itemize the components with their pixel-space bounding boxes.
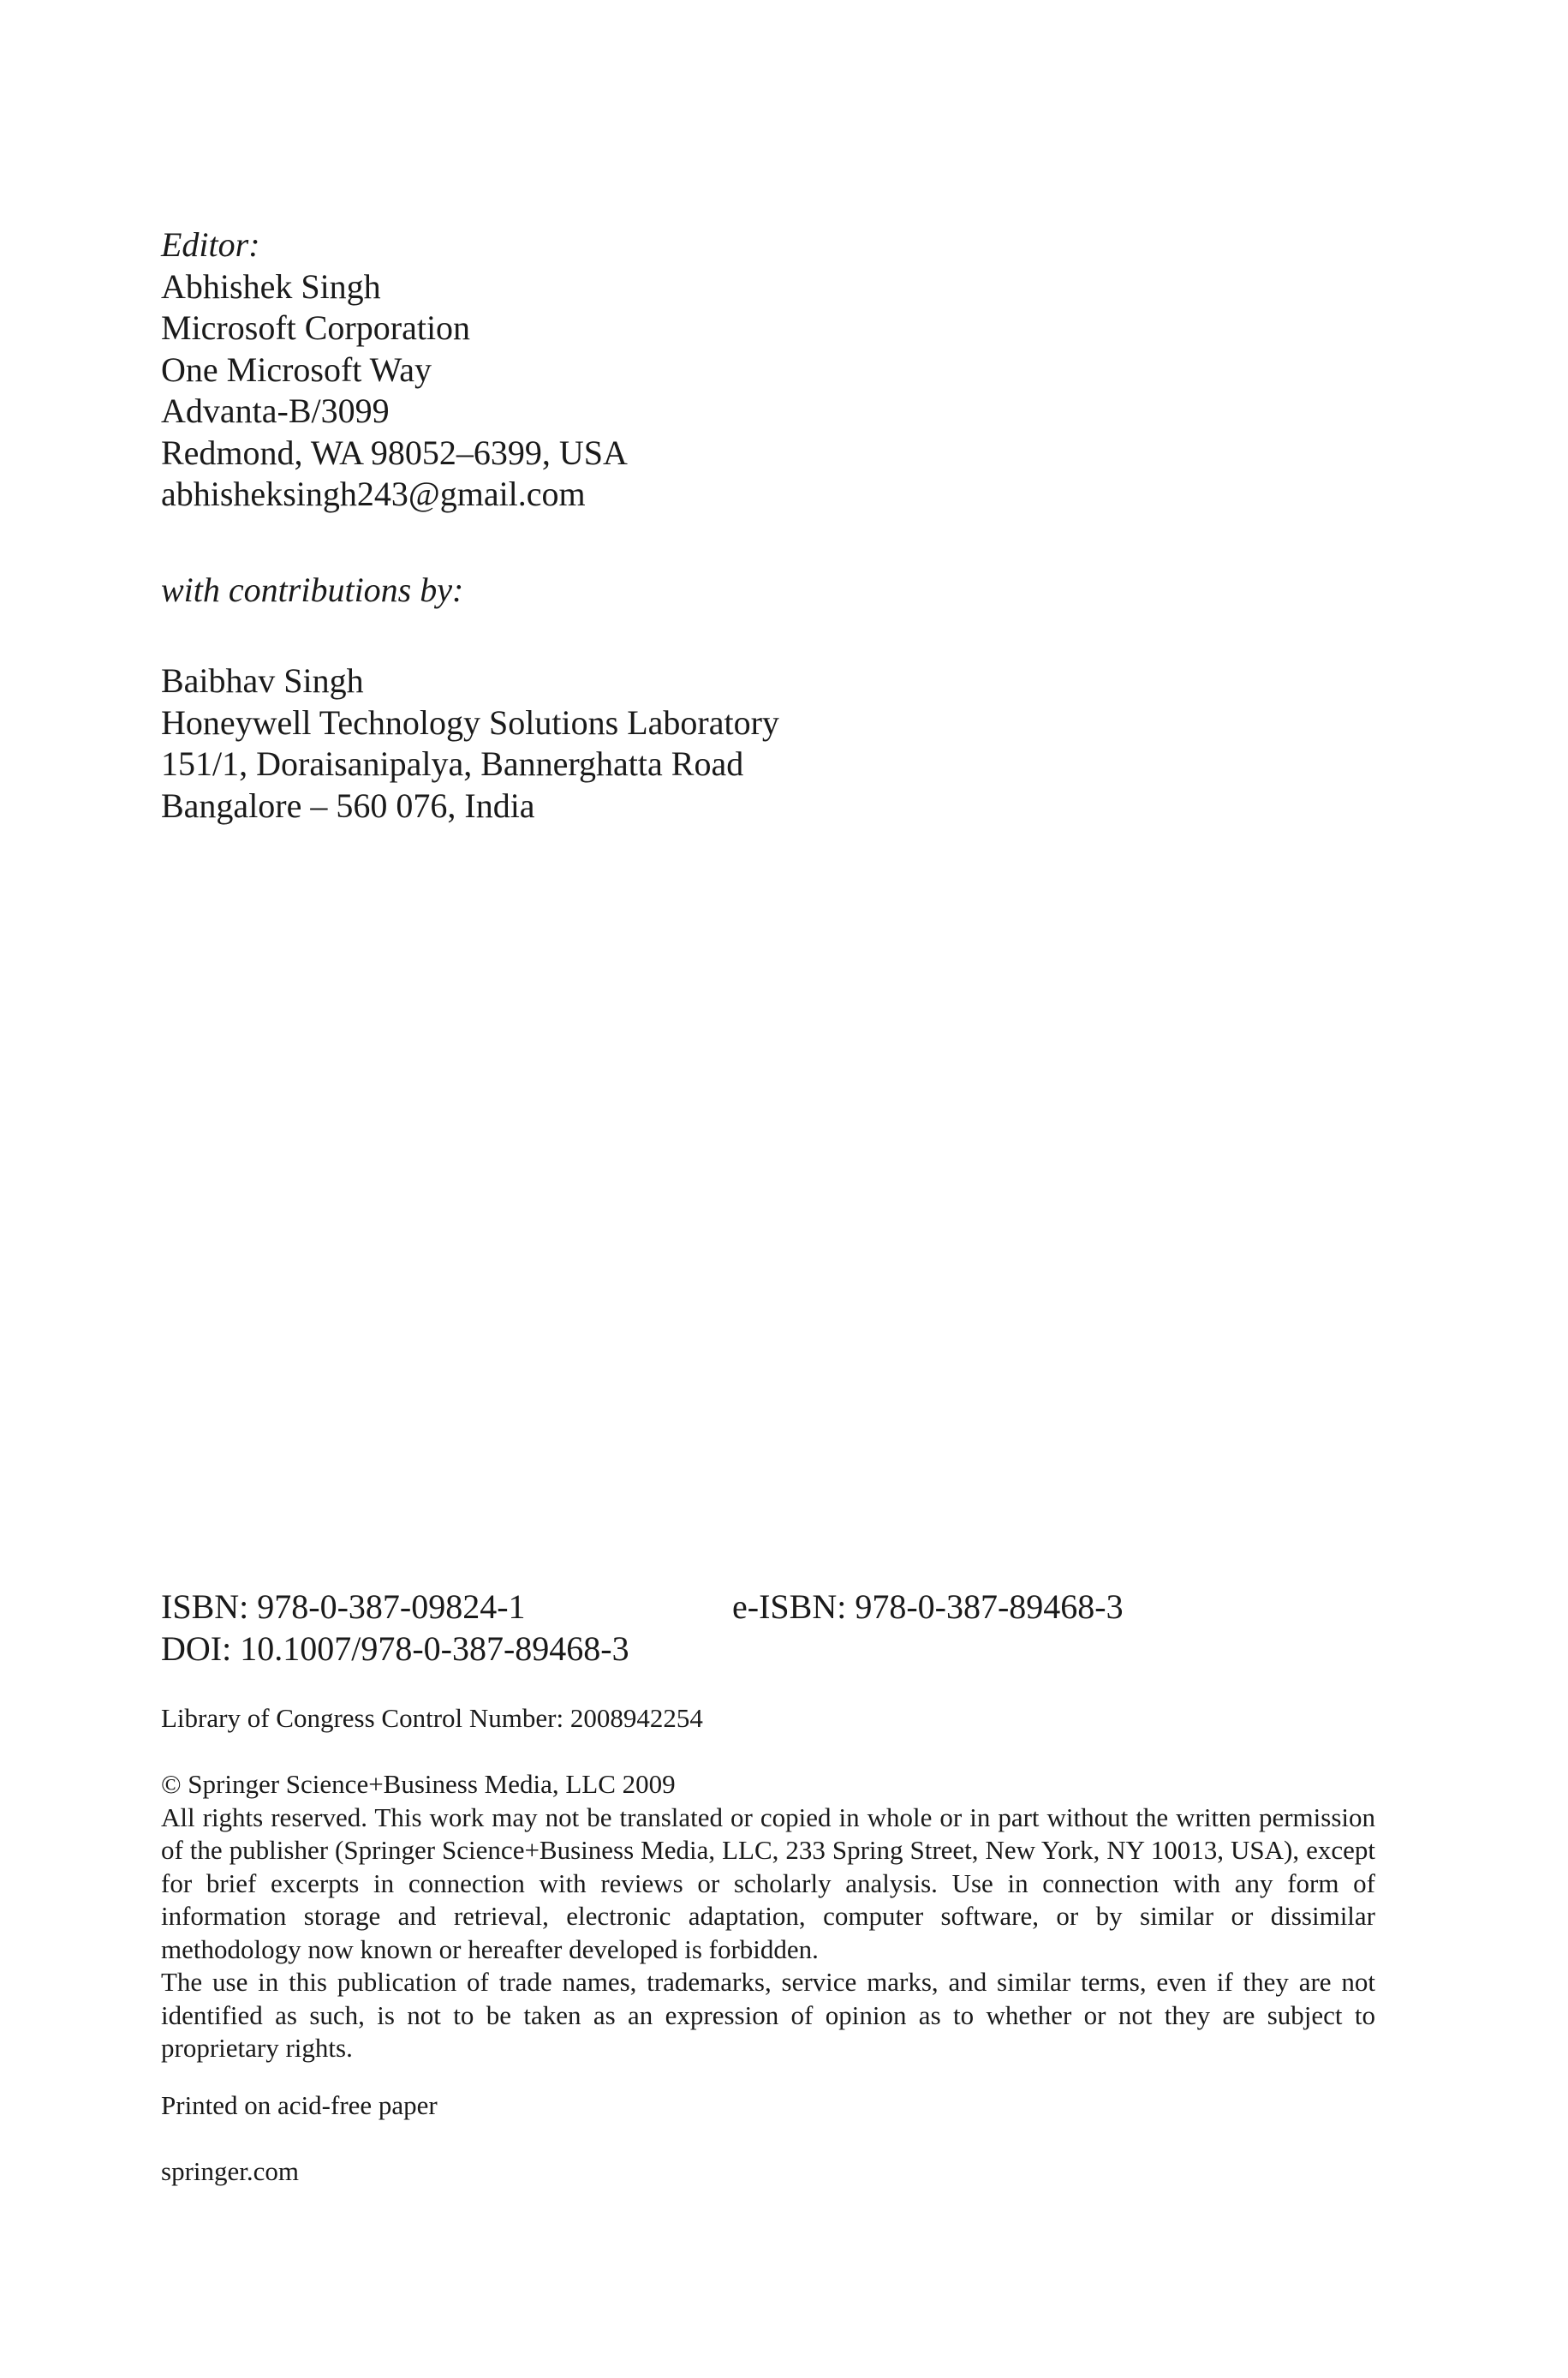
library-of-congress-number: Library of Congress Control Number: 2008942254: [161, 1703, 703, 1733]
copyright-block: [161, 1768, 1375, 2065]
editor-email: abhisheksingh243@gmail.com: [161, 475, 586, 513]
contributor-name: Baibhav Singh: [161, 661, 364, 700]
contributions-heading: with contributions by:: [161, 571, 464, 609]
website-line: [161, 2155, 299, 2189]
isbn: ISBN: 978-0-387-09824-1: [161, 1587, 526, 1626]
contributions-heading-block: [161, 570, 463, 612]
printed-on-line: [161, 2089, 438, 2123]
editor-address-line3: Redmond, WA 98052–6399, USA: [161, 433, 628, 472]
editor-address-line2: Advanta-B/3099: [161, 391, 390, 430]
identifiers-block: [161, 1586, 1386, 1670]
eisbn: e-ISBN: 978-0-387-89468-3: [732, 1587, 1124, 1626]
editor-block: [161, 224, 628, 516]
editor-heading: Editor:: [161, 225, 260, 264]
editor-address-line1: One Microsoft Way: [161, 350, 432, 389]
contributor-address-line1: 151/1, Doraisanipalya, Bannerghatta Road: [161, 744, 744, 783]
copyright-notice: © Springer Science+Business Media, LLC 2009: [161, 1769, 676, 1799]
contributor-organization: Honeywell Technology Solutions Laboratory: [161, 702, 779, 742]
trademark-paragraph: The use in this publication of trade names, trademarks, service marks, and similar terms, even if they are not identified as such, is not to be taken as an expression of opinion as to whether or not they are subject to proprietary rights.: [161, 1967, 1375, 2063]
website-text: springer.com: [161, 2156, 299, 2186]
editor-name: Abhishek Singh: [161, 266, 381, 306]
rights-paragraph: All rights reserved. This work may not be translated or copied in whole or in part without the written permission of the publisher (Springer Science+Business Media, LLC, 233 Spring Street, New York, NY 10013, USA), except for brief excerpts in connection with reviews or scholarly analysis. Use in connection with any form of information storage and retrieval, electronic adaptation, computer software, or by similar or dissimilar methodology now known or hereafter developed is forbidden.: [161, 1801, 1375, 1964]
library-of-congress-line: [161, 1702, 703, 1736]
contributor-block: [161, 660, 779, 827]
printed-on-text: Printed on acid-free paper: [161, 2090, 438, 2120]
doi: DOI: 10.1007/978-0-387-89468-3: [161, 1628, 629, 1668]
editor-organization: Microsoft Corporation: [161, 308, 471, 347]
contributor-address-line2: Bangalore – 560 076, India: [161, 786, 535, 825]
isbn-row: [161, 1586, 1386, 1628]
